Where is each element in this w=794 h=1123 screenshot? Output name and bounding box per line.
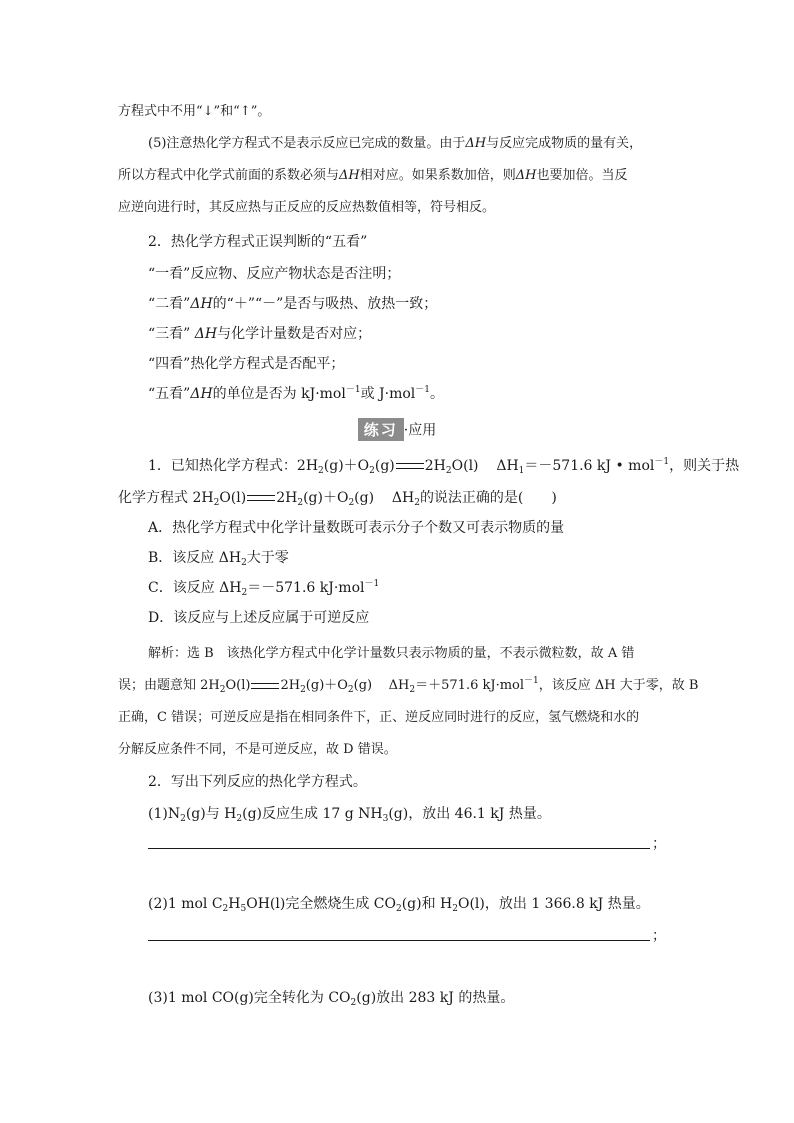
subscript: 2 xyxy=(241,558,247,568)
subscript: 2 xyxy=(300,685,306,695)
option-text: 大于零 xyxy=(246,550,289,566)
subscript: 5 xyxy=(240,904,247,914)
note-text: (5)注意热化学方程式不是表示反应已完成的数量。由于 xyxy=(148,136,466,151)
option-text: ＝－571.6 kJ·mol xyxy=(247,580,365,596)
q-text: O(l)，放出 1 366.8 kJ 热量。 xyxy=(457,896,650,912)
answer-text: (g)＋O xyxy=(305,678,348,693)
check-3 xyxy=(148,324,676,344)
q-text: 2H xyxy=(276,490,298,506)
delta-h-symbol: ΔH xyxy=(465,136,487,151)
q-text: (g)和 H xyxy=(401,896,453,912)
q1-option-b[interactable] xyxy=(148,548,676,568)
note5-line-2 xyxy=(118,166,676,186)
subscript: 2 xyxy=(414,498,420,508)
check-text: 与化学计量数是否对应； xyxy=(217,326,372,342)
q-text: ＝－571.6 kJ • mol xyxy=(524,458,655,474)
q1-stem-line-2 xyxy=(118,488,676,508)
note-text: 应逆向进行时，其反应热与正反应的反应热数值相等，符号相反。 xyxy=(118,200,496,215)
superscript: －1 xyxy=(654,457,670,467)
q1-option-d[interactable] xyxy=(148,608,676,628)
answer-text: ，该反应 ΔH 大于零，故 B xyxy=(538,678,699,693)
q-text: ，则关于热 xyxy=(669,458,740,474)
subscript: 2 xyxy=(369,466,375,476)
note-text: 与反应完成物质的量有关， xyxy=(486,136,643,151)
delta-h-symbol: ΔH xyxy=(194,326,218,342)
subscript: 2 xyxy=(445,466,452,476)
option-text: C．该反应 ΔH xyxy=(148,580,242,596)
q-text: (g)＋O xyxy=(323,458,370,474)
q-text: O(l) xyxy=(451,458,479,474)
subscript: 2 xyxy=(213,498,220,508)
subscript: 2 xyxy=(452,904,458,914)
q-text: (g)与 H xyxy=(185,806,237,822)
subscript: 1 xyxy=(518,466,525,476)
note-text: 方程式中不用“↓”和“↑”。 xyxy=(118,104,271,119)
check-text: “三看” xyxy=(148,326,191,342)
q-text: ΔH xyxy=(496,458,519,474)
check-4 xyxy=(148,354,676,374)
delta-h-symbol: ΔH xyxy=(190,386,213,402)
delta-h-symbol: ΔH xyxy=(190,296,213,312)
answer-text: (g) xyxy=(353,678,373,693)
check-text: 。 xyxy=(430,386,445,402)
q1-option-a[interactable] xyxy=(148,518,676,538)
answer-text: ＝＋571.6 kJ·mol xyxy=(415,678,525,693)
q1-answer-line-3 xyxy=(118,708,676,728)
q-text: OH(l)完全燃烧生成 CO xyxy=(246,896,396,912)
note-text: 所以方程式中化学式前面的系数必须与 xyxy=(118,168,340,183)
subscript: 2 xyxy=(222,904,229,914)
subscript: 2 xyxy=(297,498,304,508)
subscript: 2 xyxy=(318,466,324,476)
q1-answer-line-1 xyxy=(148,644,676,664)
q-text: H xyxy=(228,896,241,912)
q-text: 1．已知热化学方程式：2H xyxy=(148,458,319,474)
q-text: (g)放出 283 kJ 的热量。 xyxy=(356,990,515,1006)
subscript: 3 xyxy=(382,814,389,824)
practice-badge: 练习 xyxy=(358,418,404,441)
check-text: “五看” xyxy=(148,386,191,402)
note-text: 也要加倍。当反 xyxy=(536,168,628,183)
subscript: 2 xyxy=(350,998,357,1008)
answer-blank-1-semicolon: ； xyxy=(652,836,666,852)
option-text: A．热化学方程式中化学计量数既可表示分子个数又可表示物质的量 xyxy=(148,520,565,536)
q-text: 化学方程式 2H xyxy=(118,490,214,506)
practice-section-header xyxy=(0,418,794,440)
q1-answer-line-2 xyxy=(118,676,699,696)
q1-answer-line-4 xyxy=(118,740,676,760)
answer-blank-2[interactable] xyxy=(148,940,650,941)
q-text: ΔH xyxy=(391,490,415,506)
answer-text: 正确，C 错误；可逆反应是指在相同条件下，正、逆反应同时进行的反应，氢气燃烧和水的 xyxy=(118,710,640,725)
five-checks-heading xyxy=(148,232,676,252)
check-text: “四看”热化学方程式是否配平； xyxy=(148,356,345,372)
q2-item-1 xyxy=(148,804,676,824)
check-text: 的“＋”“－”是否与吸热、放热一致； xyxy=(212,296,438,312)
q-text: (g)，放出 46.1 kJ 热量。 xyxy=(388,806,551,822)
answer-text: 误；由题意知 2H xyxy=(118,678,220,693)
equation-equals-sign xyxy=(251,683,279,689)
option-text: D．该反应与上述反应属于可逆反应 xyxy=(148,610,370,626)
subscript: 2 xyxy=(348,498,355,508)
answer-text: 解析：选 B 该热化学方程式中化学计量数只表示物质的量，不表示微粒数，故 A 错 xyxy=(148,646,635,661)
q-text: 的说法正确的是( ) xyxy=(419,490,557,506)
q2-heading xyxy=(148,772,676,792)
superscript: －1 xyxy=(345,385,361,395)
check-text: “二看” xyxy=(148,296,191,312)
subscript: 2 xyxy=(241,588,248,598)
option-text: B．该反应 ΔH xyxy=(148,550,242,566)
answer-blank-1[interactable] xyxy=(148,848,650,849)
q-text: 2．写出下列反应的热化学方程式。 xyxy=(148,774,367,790)
subscript: 2 xyxy=(395,904,402,914)
q-text: O(l) xyxy=(219,490,247,506)
q-text: (g) xyxy=(374,458,395,474)
practice-badge-sub: ·应用 xyxy=(403,422,437,439)
q-text: (g)反应生成 17 g NH xyxy=(242,806,383,822)
subscript: 2 xyxy=(180,814,186,824)
note-text: 相对应。如果系数加倍，则 xyxy=(359,168,516,183)
note5-line-3 xyxy=(118,198,676,218)
superscript: －1 xyxy=(364,579,380,589)
q1-stem-line-1 xyxy=(148,456,740,476)
answer-blank-2-semicolon: ； xyxy=(652,928,666,944)
answer-text: O(l) xyxy=(225,678,251,693)
heading-text: 2．热化学方程式正误判断的“五看” xyxy=(148,234,368,250)
q-text: (g)＋O xyxy=(303,490,349,506)
q2-item-3 xyxy=(148,988,676,1008)
check-5 xyxy=(148,384,676,404)
equation-equals-sign xyxy=(396,463,424,469)
answer-text: 分解反应条件不同，不是可逆反应，故 D 错误。 xyxy=(118,742,397,757)
note-arrow-line xyxy=(118,102,676,122)
check-2 xyxy=(148,294,676,314)
subscript: 2 xyxy=(219,685,226,695)
check-text: 的单位是否为 kJ·mol xyxy=(212,386,346,402)
superscript: －1 xyxy=(524,676,539,686)
check-text: 或 J·mol xyxy=(360,386,416,402)
note5-line-1 xyxy=(148,134,676,154)
delta-h-symbol: ΔH xyxy=(515,168,537,183)
delta-h-symbol: ΔH xyxy=(339,168,360,183)
superscript: －1 xyxy=(415,385,431,395)
answer-text: ΔH xyxy=(388,678,410,693)
q-text: (3)1 mol CO(g)完全转化为 CO xyxy=(148,990,351,1006)
q2-item-2 xyxy=(148,894,676,914)
subscript: 2 xyxy=(347,685,354,695)
answer-text: 2H xyxy=(280,678,301,693)
q-text: (2)1 mol C xyxy=(148,896,223,912)
subscript: 2 xyxy=(236,814,243,824)
equation-equals-sign xyxy=(247,495,275,501)
check-text: “一看”反应物、反应产物状态是否注明； xyxy=(148,266,401,282)
check-1 xyxy=(148,264,676,284)
subscript: 2 xyxy=(409,685,416,695)
q-text: (g) xyxy=(354,490,375,506)
q-text: 2H xyxy=(424,458,446,474)
q1-option-c[interactable] xyxy=(148,578,676,598)
q-text: (1)N xyxy=(148,806,181,822)
